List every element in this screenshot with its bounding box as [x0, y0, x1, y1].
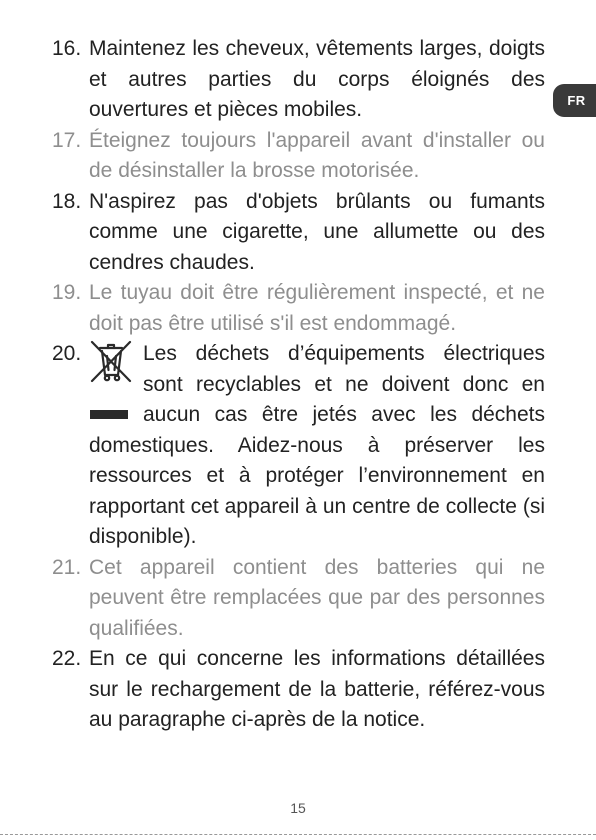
list-item-16: [52, 34, 545, 126]
weee-bar-icon: [90, 410, 128, 419]
item-number: 20.: [52, 342, 82, 365]
list-item-19: [52, 278, 545, 339]
item-text: Cet appareil contient des batteries qui ne peuvent être remplacées que par des personnes qualifiées.: [89, 555, 545, 640]
item-text: Les déchets d’équipements électriques sont recyclables et ne doivent donc en aucun cas être jetés avec les déchets domestiques. Aidez-nous à préserver les ressources et à protéger l’environnement en rapportant cet appareil à un centre de collecte (si disponible).: [89, 342, 545, 548]
list-item-20: [52, 339, 545, 553]
item-body: [89, 339, 545, 553]
page-number: 15: [290, 800, 306, 816]
item-text: Éteignez toujours l'appareil avant d'installer ou de désinstaller la brosse motorisée.: [89, 128, 545, 182]
safety-instructions-list: [52, 34, 545, 736]
item-number: 22.: [52, 647, 82, 670]
item-number: 19.: [52, 281, 82, 304]
list-item-21: [52, 553, 545, 645]
item-number: 17.: [52, 128, 82, 152]
language-tab: [553, 84, 596, 117]
crossed-out-wheelie-bin-icon: [89, 339, 133, 430]
item-number: 21.: [52, 555, 82, 579]
item-text: N'aspirez pas d'objets brûlants ou fumants comme une cigarette, une allumette ou des cendres chaudes.: [89, 189, 545, 274]
language-tab-label: FR: [567, 93, 586, 108]
item-text: En ce qui concerne les informations détaillées sur le rechargement de la batterie, référez-vous au paragraphe ci-après de la notice.: [89, 647, 545, 731]
bottom-cut-line: [0, 834, 596, 835]
item-number: 16.: [52, 37, 82, 60]
item-number: 18.: [52, 189, 82, 213]
list-item-17: [52, 126, 545, 187]
item-text: Maintenez les cheveux, vêtements larges, doigts et autres parties du corps éloignés des ouvertures et pièces mobiles.: [89, 37, 545, 121]
item-text: Le tuyau doit être régulièrement inspecté, et ne doit pas être utilisé s'il est endommagé.: [89, 281, 545, 335]
list-item-22: [52, 644, 545, 736]
list-item-18: [52, 187, 545, 279]
